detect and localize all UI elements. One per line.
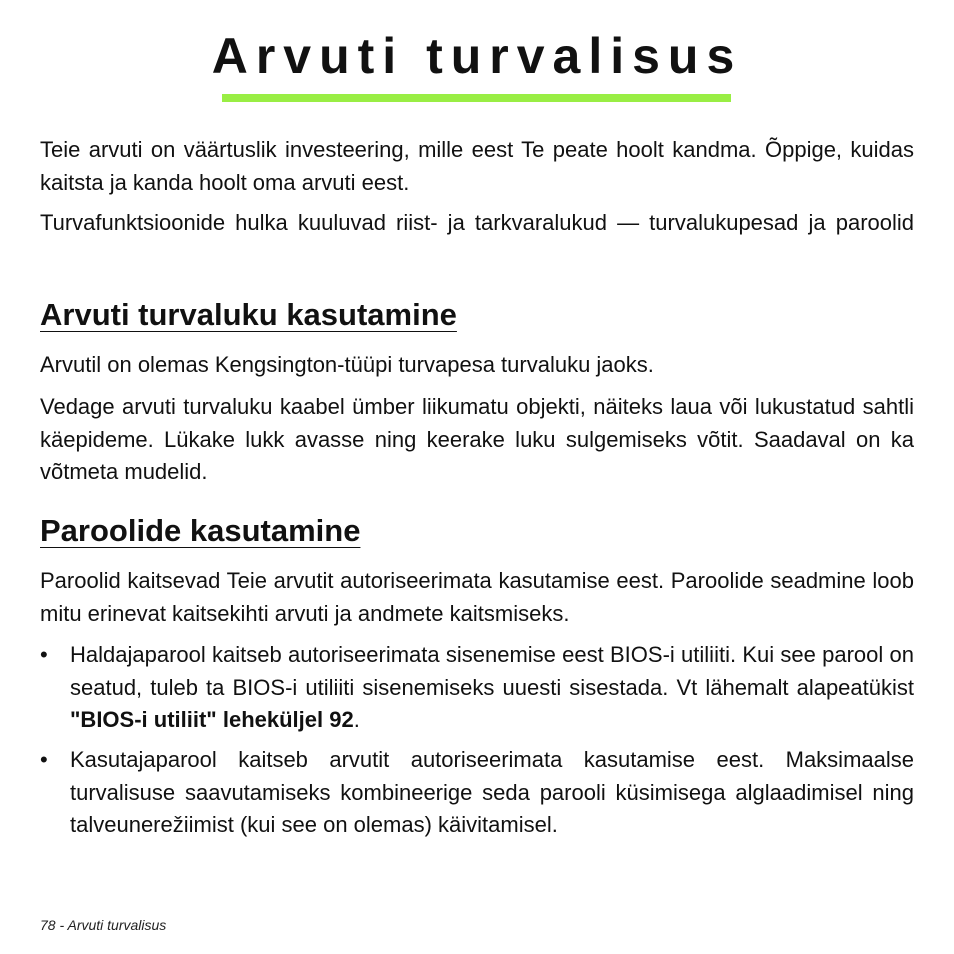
list-item-text	[70, 639, 914, 737]
passwords-paragraph-1: Paroolid kaitsevad Teie arvutit autoriseerimata kasutamise eest. Paroolide seadmine loob mitu erinevat kaitsekihti arvuti ja andmete kaitsmiseks.	[40, 568, 914, 626]
list-item-text: Kasutajaparool kaitseb arvutit autoriseerimata kasutamise eest. Maksimaalse turvalisuse saavutamiseks kombineerige seda parooli küsimisega alglaadimisel ning talveunerežiimist (kui see on olemas) käivitamisel.	[70, 747, 914, 837]
page-footer: 78 - Arvuti turvalisus	[40, 917, 167, 933]
section-heading-security-lock: Arvuti turvaluku kasutamine	[40, 297, 457, 332]
bios-utility-cross-reference: "BIOS-i utiliit" leheküljel 92	[70, 707, 354, 732]
intro-paragraph-2: Turvafunktsioonide hulka kuuluvad riist- ja tarkvaralukud — turvalukupesad ja paroolid	[40, 210, 914, 235]
bullet-icon: •	[40, 642, 48, 667]
supervisor-password-text: Haldajaparool kaitseb autoriseerimata sisenemise eest BIOS-i utiliiti. Kui see parool on seatud, tuleb ta BIOS-i utiliiti sisenemiseks uuesti sisestada. Vt lähemalt alapeatükist	[70, 642, 914, 700]
lock-paragraph-2: Vedage arvuti turvaluku kaabel ümber liikumatu objekti, näiteks laua või lukustatud sahtli käepideme. Lükake lukk avasse ning keerake luku sulgemiseks võtit. Saadaval on ka võtmeta mudelid.	[40, 394, 914, 484]
list-item-supervisor-password	[40, 639, 914, 737]
page-title: Arvuti turvalisus	[211, 28, 743, 84]
lock-paragraph-1: Arvutil on olemas Kengsington-tüüpi turvapesa turvaluku jaoks.	[40, 352, 654, 377]
section-heading-passwords: Paroolide kasutamine	[40, 513, 361, 548]
intro-paragraph-1: Teie arvuti on väärtuslik investeering, mille eest Te peate hoolt kandma. Õppige, kuidas kaitsta ja kanda hoolt oma arvuti eest.	[40, 137, 914, 195]
bullet-icon: •	[40, 747, 48, 772]
title-underline-bar	[222, 94, 731, 102]
list-item-user-password	[40, 744, 914, 842]
sentence-end: .	[353, 707, 360, 732]
